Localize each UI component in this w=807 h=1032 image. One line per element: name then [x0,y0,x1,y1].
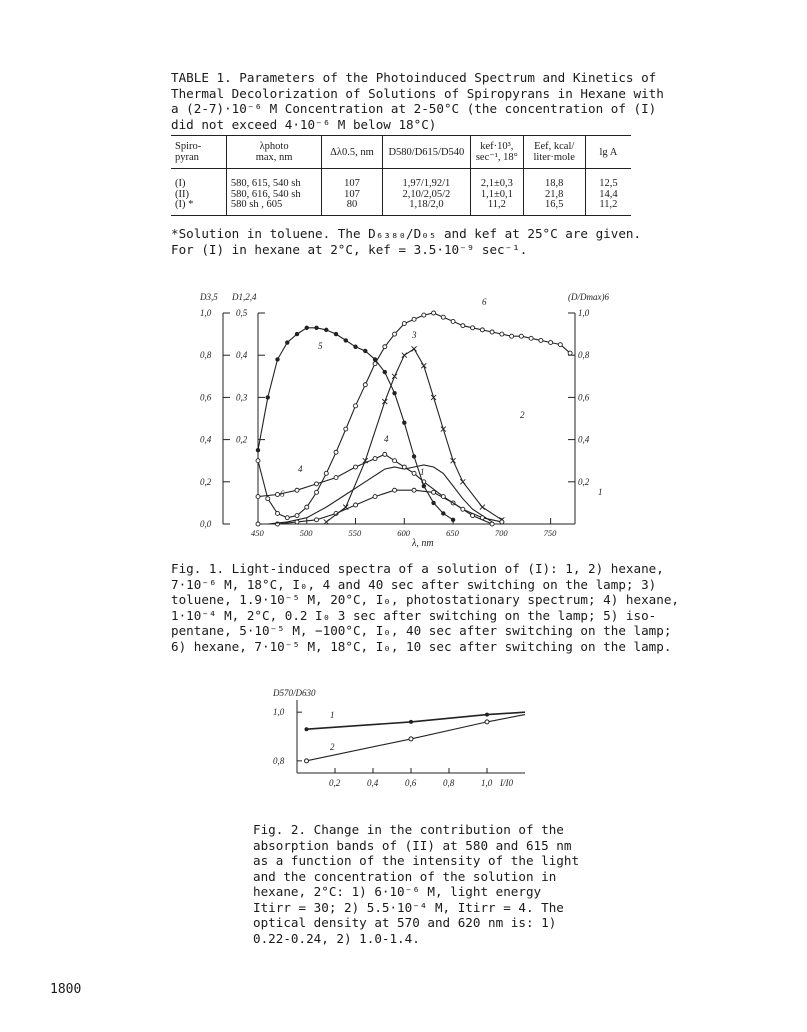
fig2-series [305,710,526,763]
fig1-point-4 [402,465,406,469]
caption-line: absorption bands of (II) at 580 and 615 nm [253,837,572,853]
fig1-point-6 [373,362,377,366]
fig1-right-tick-label: 0,8 [578,350,590,361]
fig1-point-4 [461,507,465,511]
fig2-x-axis [329,768,493,788]
fig1-point-5 [422,484,426,488]
fig1-point-5 [451,518,455,522]
table-caption-line: did not exceed 4·10⁻⁶ M below 18°C) [171,116,437,132]
fig1-right-tick-label: 0,2 [578,476,590,487]
table-caption-line: Thermal Decolorization of Solutions of Spiropyrans in Hexane with [171,85,664,101]
fig1-left-axis-label-2: D1,2,4 [232,292,257,302]
fig2-y-axis-label: D570/D630 [273,688,316,698]
fig1-point-6 [451,319,455,323]
figure-2-caption [253,822,583,946]
fig1-point-6 [568,351,572,355]
fig1-point-6 [295,514,299,518]
fig1-curve-label: 4 [384,434,389,444]
fig1-point-4 [373,457,377,461]
fig1-point-3 [412,346,417,351]
figure-2-chart [0,680,807,820]
footnote-line: *Solution in toluene. The D₆₃₈₀/D₀₅ and kef at 25°C are given. [171,226,642,241]
fig1-point-6 [471,326,475,330]
table-cell: 18,8 21,8 16,5 [523,169,585,216]
fig1-curve-label: 5 [318,341,323,351]
fig1-point-5 [285,340,289,344]
fig2-point-1 [305,727,309,731]
caption-line: and the concentration of the solution in [253,868,557,884]
fig1-point-6 [539,338,543,342]
figure-1-caption [171,561,691,654]
fig1-x-tick-label: 550 [348,528,362,538]
fig1-point-6 [285,516,289,520]
fig1-point-4 [334,476,338,480]
fig1-point-1 [315,518,319,522]
fig1-point-1 [373,495,377,499]
fig2-point-2 [485,720,489,724]
fig1-curve-label: 6 [280,489,285,499]
fig2-x-tick-label: 0,2 [329,778,341,788]
fig1-point-5 [314,326,318,330]
fig1-point-4 [315,482,319,486]
fig1-point-5 [353,345,357,349]
fig1-point-6 [383,345,387,349]
caption-line: pentane, 5·10⁻⁵ M, −100°C, I₀, 40 sec after switching on the lamp; [171,623,672,638]
fig1-point-6 [422,313,426,317]
caption-line: hexane, 2°C: 1) 6·10⁻⁶ M, light energy [253,884,542,899]
fig1-point-6 [276,511,280,515]
table-caption-line: a (2-7)·10⁻⁶ M Concentration at 2-50°C (the concentration of (I) [171,101,657,116]
fig1-point-6 [266,497,270,501]
fig1-point-6 [500,332,504,336]
fig1-point-5 [412,454,416,458]
fig1-point-1 [256,522,260,526]
caption-line: 6) hexane, 7·10⁻⁵ M, 18°C, I₀, 10 sec after switching on the lamp. [171,638,672,654]
fig1-point-4 [500,520,504,524]
fig1-point-5 [256,448,260,452]
fig1-x-tick-label: 600 [397,528,411,538]
fig1-left1-tick-label: 0,8 [200,350,212,361]
fig1-x-tick-label: 450 [251,528,264,538]
fig1-point-4 [383,452,387,456]
caption-line: as a function of the intensity of the light [253,853,580,868]
fig1-point-6 [549,341,553,345]
fig1-point-3 [460,479,465,484]
fig1-point-3 [480,505,485,510]
header-eef: Eef, kcal/ liter·mole [523,136,585,169]
fig1-point-5 [275,357,279,361]
fig2-x-tick-label: 0,8 [443,778,455,788]
fig1-right-axis [568,308,590,487]
caption-line: Fig. 1. Light-induced spectra of a solution of (I): 1, 2) hexane, [171,561,664,576]
caption-line: Itirr = 30; 2) 5.5·10⁻⁴ M, Itirr = 4. The [253,899,564,915]
fig1-point-6 [432,311,436,315]
fig1-point-4 [441,495,445,499]
fig1-left1-tick-label: 0,6 [200,392,212,403]
fig1-point-1 [393,488,397,492]
fig1-point-5 [383,370,387,374]
fig1-point-6 [393,332,397,336]
fig1-point-6 [344,427,348,431]
fig1-point-5 [334,332,338,336]
header-kef: kef·10³, sec⁻¹, 18° [471,136,523,169]
fig1-point-5 [392,391,396,395]
fig1-point-1 [490,522,494,526]
fig1-point-4 [393,459,397,463]
caption-line: 0.22-0.24, 2) 1.0-1.4. [253,930,420,946]
fig1-point-6 [305,505,309,509]
fig1-point-6 [402,322,406,326]
fig1-series-line-4 [258,454,502,522]
fig2-point-1 [485,713,489,717]
fig2-point-2 [409,737,413,741]
table-cell: 580, 615, 540 sh 580, 616, 540 sh 580 sh , 605 [226,169,321,216]
fig1-curve-label: 3 [412,330,417,340]
fig1-point-6 [412,317,416,321]
fig1-x-tick-label: 500 [299,528,313,538]
fig2-curve-label: 2 [330,742,335,752]
caption-line: toluene, 1.9·10⁻⁵ M, 20°C, I₀, photostationary spectrum; 4) hexane, [171,592,679,607]
page-number: 1800 [50,982,82,997]
fig1-left2-tick-label: 0,2 [236,434,248,445]
header-lg-a: lg A [585,136,631,169]
fig1-x-tick-label: 750 [543,528,557,538]
fig1-right-tick-label: 0,4 [578,434,590,445]
fig2-x-tick-label: 0,6 [405,778,417,788]
fig1-point-6 [324,471,328,475]
fig1-point-1 [354,503,358,507]
fig1-left2-tick-label: 0,5 [236,308,248,318]
fig1-point-5 [441,511,445,515]
fig2-point-1 [409,720,413,724]
fig1-right-tick-label: 1,0 [578,308,590,318]
fig1-x-tick-label: 650 [446,528,459,538]
fig2-x-tick-label: 1,0 [481,778,493,788]
fig1-point-6 [461,324,465,328]
fig1-point-5 [266,395,270,399]
header-delta-lambda: Δλ0.5, nm [322,136,382,169]
fig1-point-4 [412,471,416,475]
fig1-point-3 [392,374,397,379]
fig1-point-5 [431,501,435,505]
fig1-point-4 [256,495,260,499]
fig1-point-5 [324,328,328,332]
fig1-point-6 [315,490,319,494]
fig1-point-6 [480,328,484,332]
fig1-point-4 [480,516,484,520]
fig1-curve-label: 2 [520,410,525,420]
fig1-point-5 [402,421,406,425]
footnote-line: For (I) in hexane at 2°C, kef = 3.5·10⁻⁹ sec⁻¹. [171,241,528,257]
fig1-point-5 [295,332,299,336]
fig2-y-tick-label: 1,0 [273,707,285,718]
fig1-x-axis-label: λ, nm [412,538,434,549]
caption-line: Fig. 2. Change in the contribution of the [253,822,564,837]
fig1-point-6 [256,459,260,463]
fig1-point-6 [529,336,533,340]
fig1-point-6 [490,330,494,334]
fig1-point-6 [354,404,358,408]
fig2-x-tick-label: 0,4 [367,778,379,788]
fig1-curve-label: 1 [598,487,603,497]
caption-line: 1·10⁻⁴ M, 2°C, 0.2 I₀ 3 sec after switching on the lamp; 5) iso- [171,607,657,623]
fig2-y-tick-label: 0,8 [273,755,285,766]
fig1-point-3 [382,399,387,404]
fig1-point-4 [354,465,358,469]
table-cell: 1,97/1,92/1 2,10/2,05/2 1,18/2,0 [382,169,470,216]
fig1-left1-tick-label: 0,4 [200,434,212,445]
table-cell: 12,5 14,4 11,2 [585,169,631,216]
fig1-point-5 [363,349,367,353]
fig1-left2-tick-label: 0,3 [236,392,248,403]
fig1-right-axis-label: (D/Dmax)6 [568,292,609,302]
fig1-left-axis-1 [200,308,230,529]
fig1-curve-label: 6 [482,297,487,307]
table-cell: (I) (II) (I) * [171,169,226,216]
header-spiropyran: Spiro- pyran [171,136,226,169]
fig1-point-6 [441,315,445,319]
caption-line: 7·10⁻⁶ M, 18°C, I₀, 4 and 40 sec after switching on the lamp; 3) [171,576,657,592]
fig1-x-tick-label: 700 [494,528,508,538]
fig1-right-tick-label: 0,6 [578,392,590,403]
table-caption-line: TABLE 1. Parameters of the Photoinduced Spectrum and Kinetics of [171,70,657,85]
header-d-ratio: D580/D615/D540 [382,136,470,169]
fig1-point-6 [334,450,338,454]
fig1-point-6 [510,334,514,338]
fig1-point-4 [276,492,280,496]
table-cell: 107 107 80 [322,169,382,216]
fig1-point-5 [344,338,348,342]
fig1-point-6 [558,343,562,347]
fig1-point-6 [519,334,523,338]
fig1-series-line-3 [326,349,502,522]
fig1-curve-label: 4 [298,464,303,474]
fig2-x-axis-label: I/I0 [500,778,513,788]
header-lambda-max: λphoto max, nm [226,136,321,169]
fig1-point-5 [305,326,309,330]
fig1-series [256,311,572,526]
fig2-y-axis [273,707,302,766]
fig1-point-3 [402,353,407,358]
fig1-point-6 [363,383,367,387]
fig2-curve-label: 1 [330,710,335,720]
fig1-curve-label: 1 [420,467,425,477]
fig1-point-1 [412,488,416,492]
fig1-left2-tick-label: 0,4 [236,350,248,361]
caption-line: optical density at 570 and 620 nm is: 1) [253,915,557,930]
fig1-left1-tick-label: 0,2 [200,476,212,487]
fig1-left-axis-label-1: D3,5 [200,292,218,302]
table-cell: 2,1±0,3 1,1±0,1 11,2 [471,169,523,216]
fig1-left1-tick-label: 0,0 [200,519,212,529]
fig1-point-4 [295,488,299,492]
fig1-left1-tick-label: 1,0 [200,308,212,318]
fig2-point-2 [305,759,309,763]
fig1-left-axis-2 [236,308,265,445]
